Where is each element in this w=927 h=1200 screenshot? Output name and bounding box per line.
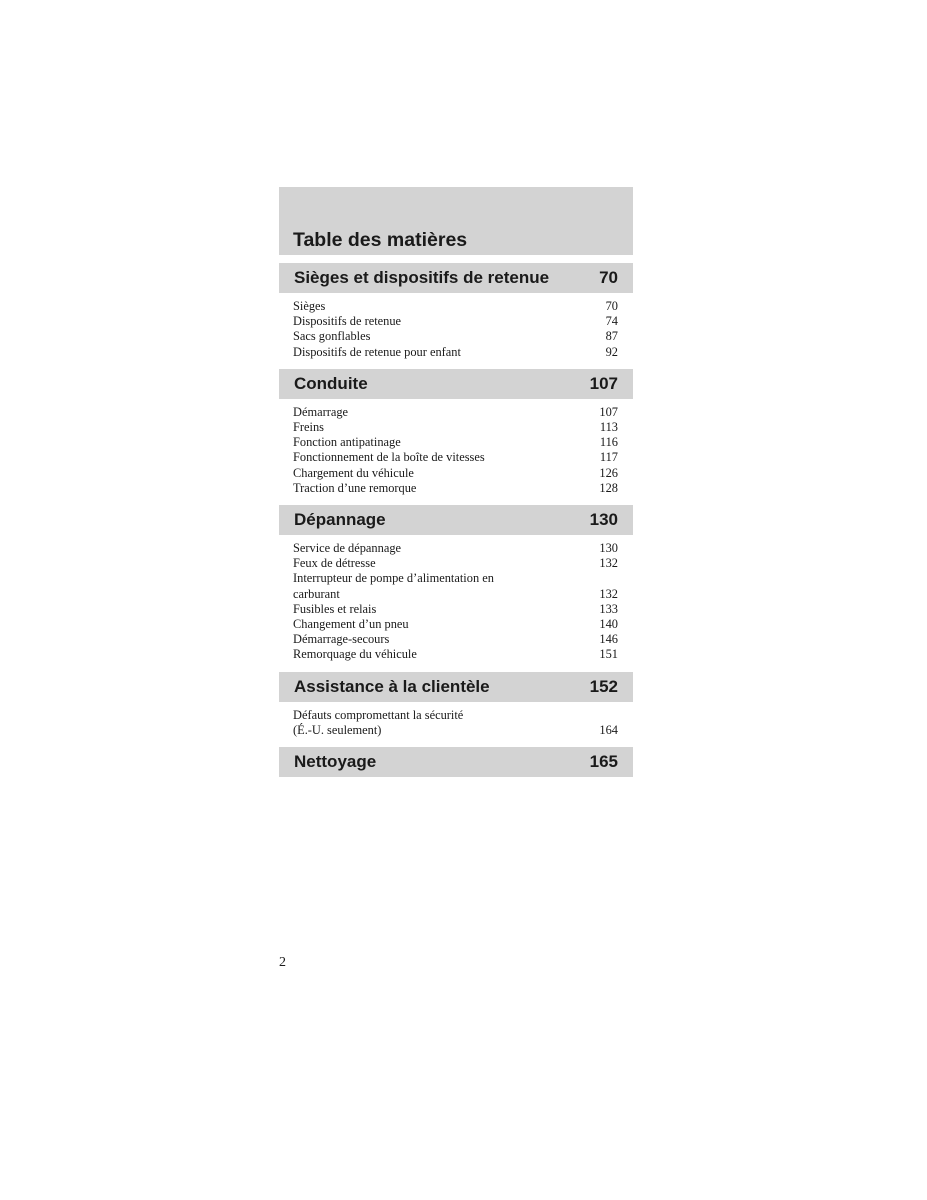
entry-page: 113: [599, 420, 618, 435]
entry-page: 116: [599, 435, 618, 450]
entry-page: 128: [599, 480, 618, 495]
entry-page: 133: [599, 601, 618, 616]
toc-entry[interactable]: [293, 466, 618, 481]
toc-entry[interactable]: [293, 708, 618, 738]
toc-entry[interactable]: [293, 647, 618, 662]
section-page: 70: [599, 268, 618, 287]
section-page: 152: [589, 676, 618, 696]
entry-title: Fonctionnement de la boîte de vitesses: [293, 450, 485, 465]
entry-page: 164: [599, 722, 618, 737]
entry-page: 74: [605, 314, 618, 329]
entry-title: Remorquage du véhicule: [293, 647, 417, 662]
entry-page: 126: [599, 465, 618, 480]
entry-list: [279, 535, 633, 664]
toc-entry[interactable]: [293, 541, 618, 556]
section-page: 107: [589, 373, 618, 393]
entry-title: Changement d’un pneu: [293, 617, 409, 632]
entry-page: 87: [605, 329, 618, 344]
section-heading[interactable]: [279, 505, 633, 535]
toc-entry[interactable]: [293, 314, 618, 329]
entry-title: Fonction antipatinage: [293, 435, 401, 450]
toc-entry[interactable]: [293, 556, 618, 571]
section-heading[interactable]: [279, 672, 633, 702]
entry-page: 132: [599, 556, 618, 571]
entry-title: Traction d’une remorque: [293, 480, 417, 495]
entry-title: Défauts compromettant la sécurité (É.-U. seulement): [293, 707, 464, 737]
entry-title: Chargement du véhicule: [293, 465, 414, 480]
entry-title: Service de dépannage: [293, 541, 402, 556]
toc-entry[interactable]: [293, 329, 618, 344]
entry-page: 70: [605, 299, 618, 313]
toc-entry[interactable]: [293, 602, 618, 617]
toc-entry[interactable]: [293, 345, 618, 360]
entry-list: [279, 702, 633, 739]
section-title: Dépannage: [294, 510, 386, 530]
toc-entry[interactable]: [293, 617, 618, 632]
section-title: Sièges et dispositifs de retenue: [294, 268, 550, 287]
toc-entry[interactable]: [293, 420, 618, 435]
entry-title: Dispositifs de retenue pour enfant: [293, 344, 461, 359]
entry-title: Dispositifs de retenue: [293, 314, 402, 329]
toc-section: [279, 369, 633, 497]
page-number: 2: [279, 955, 286, 970]
section-heading[interactable]: [279, 369, 633, 399]
section-title: Assistance à la clientèle: [294, 676, 490, 696]
toc-section: [279, 747, 633, 777]
entry-list: [279, 293, 633, 361]
entry-page: 132: [599, 586, 618, 601]
entry-page: 146: [599, 632, 618, 647]
entry-title: Démarrage-secours: [293, 632, 390, 647]
toc-entry[interactable]: [293, 435, 618, 450]
entry-page: 92: [605, 344, 618, 359]
toc-header: [279, 187, 633, 255]
section-title: Conduite: [294, 373, 368, 393]
entry-title: Sièges: [293, 299, 326, 313]
section-heading[interactable]: [279, 747, 633, 777]
toc-entry[interactable]: [293, 632, 618, 647]
toc-entry[interactable]: [293, 571, 618, 601]
entry-title: Feux de détresse: [293, 556, 376, 571]
section-title: Nettoyage: [294, 752, 377, 772]
toc-section: [279, 263, 633, 361]
toc-entry[interactable]: [293, 299, 618, 314]
entry-title: Démarrage: [293, 404, 349, 419]
table-of-contents: [279, 187, 633, 777]
page-title: Table des matières: [293, 229, 468, 251]
entry-title: Fusibles et relais: [293, 601, 377, 616]
entry-page: 130: [599, 541, 618, 556]
entry-list: [279, 399, 633, 497]
entry-title: Sacs gonflables: [293, 329, 371, 344]
entry-title: Interrupteur de pompe d’alimentation en carburant: [293, 571, 494, 601]
entry-page: 151: [599, 647, 618, 662]
toc-sections: [279, 263, 633, 777]
entry-page: 107: [599, 404, 618, 419]
entry-page: 117: [599, 450, 618, 465]
toc-section: [279, 505, 633, 664]
toc-entry[interactable]: [293, 405, 618, 420]
toc-entry[interactable]: [293, 481, 618, 496]
entry-page: 140: [599, 617, 618, 632]
section-page: 130: [589, 510, 618, 530]
entry-title: Freins: [293, 420, 324, 435]
toc-entry[interactable]: [293, 450, 618, 465]
section-heading[interactable]: [279, 263, 633, 293]
toc-section: [279, 672, 633, 739]
section-page: 165: [589, 752, 618, 772]
